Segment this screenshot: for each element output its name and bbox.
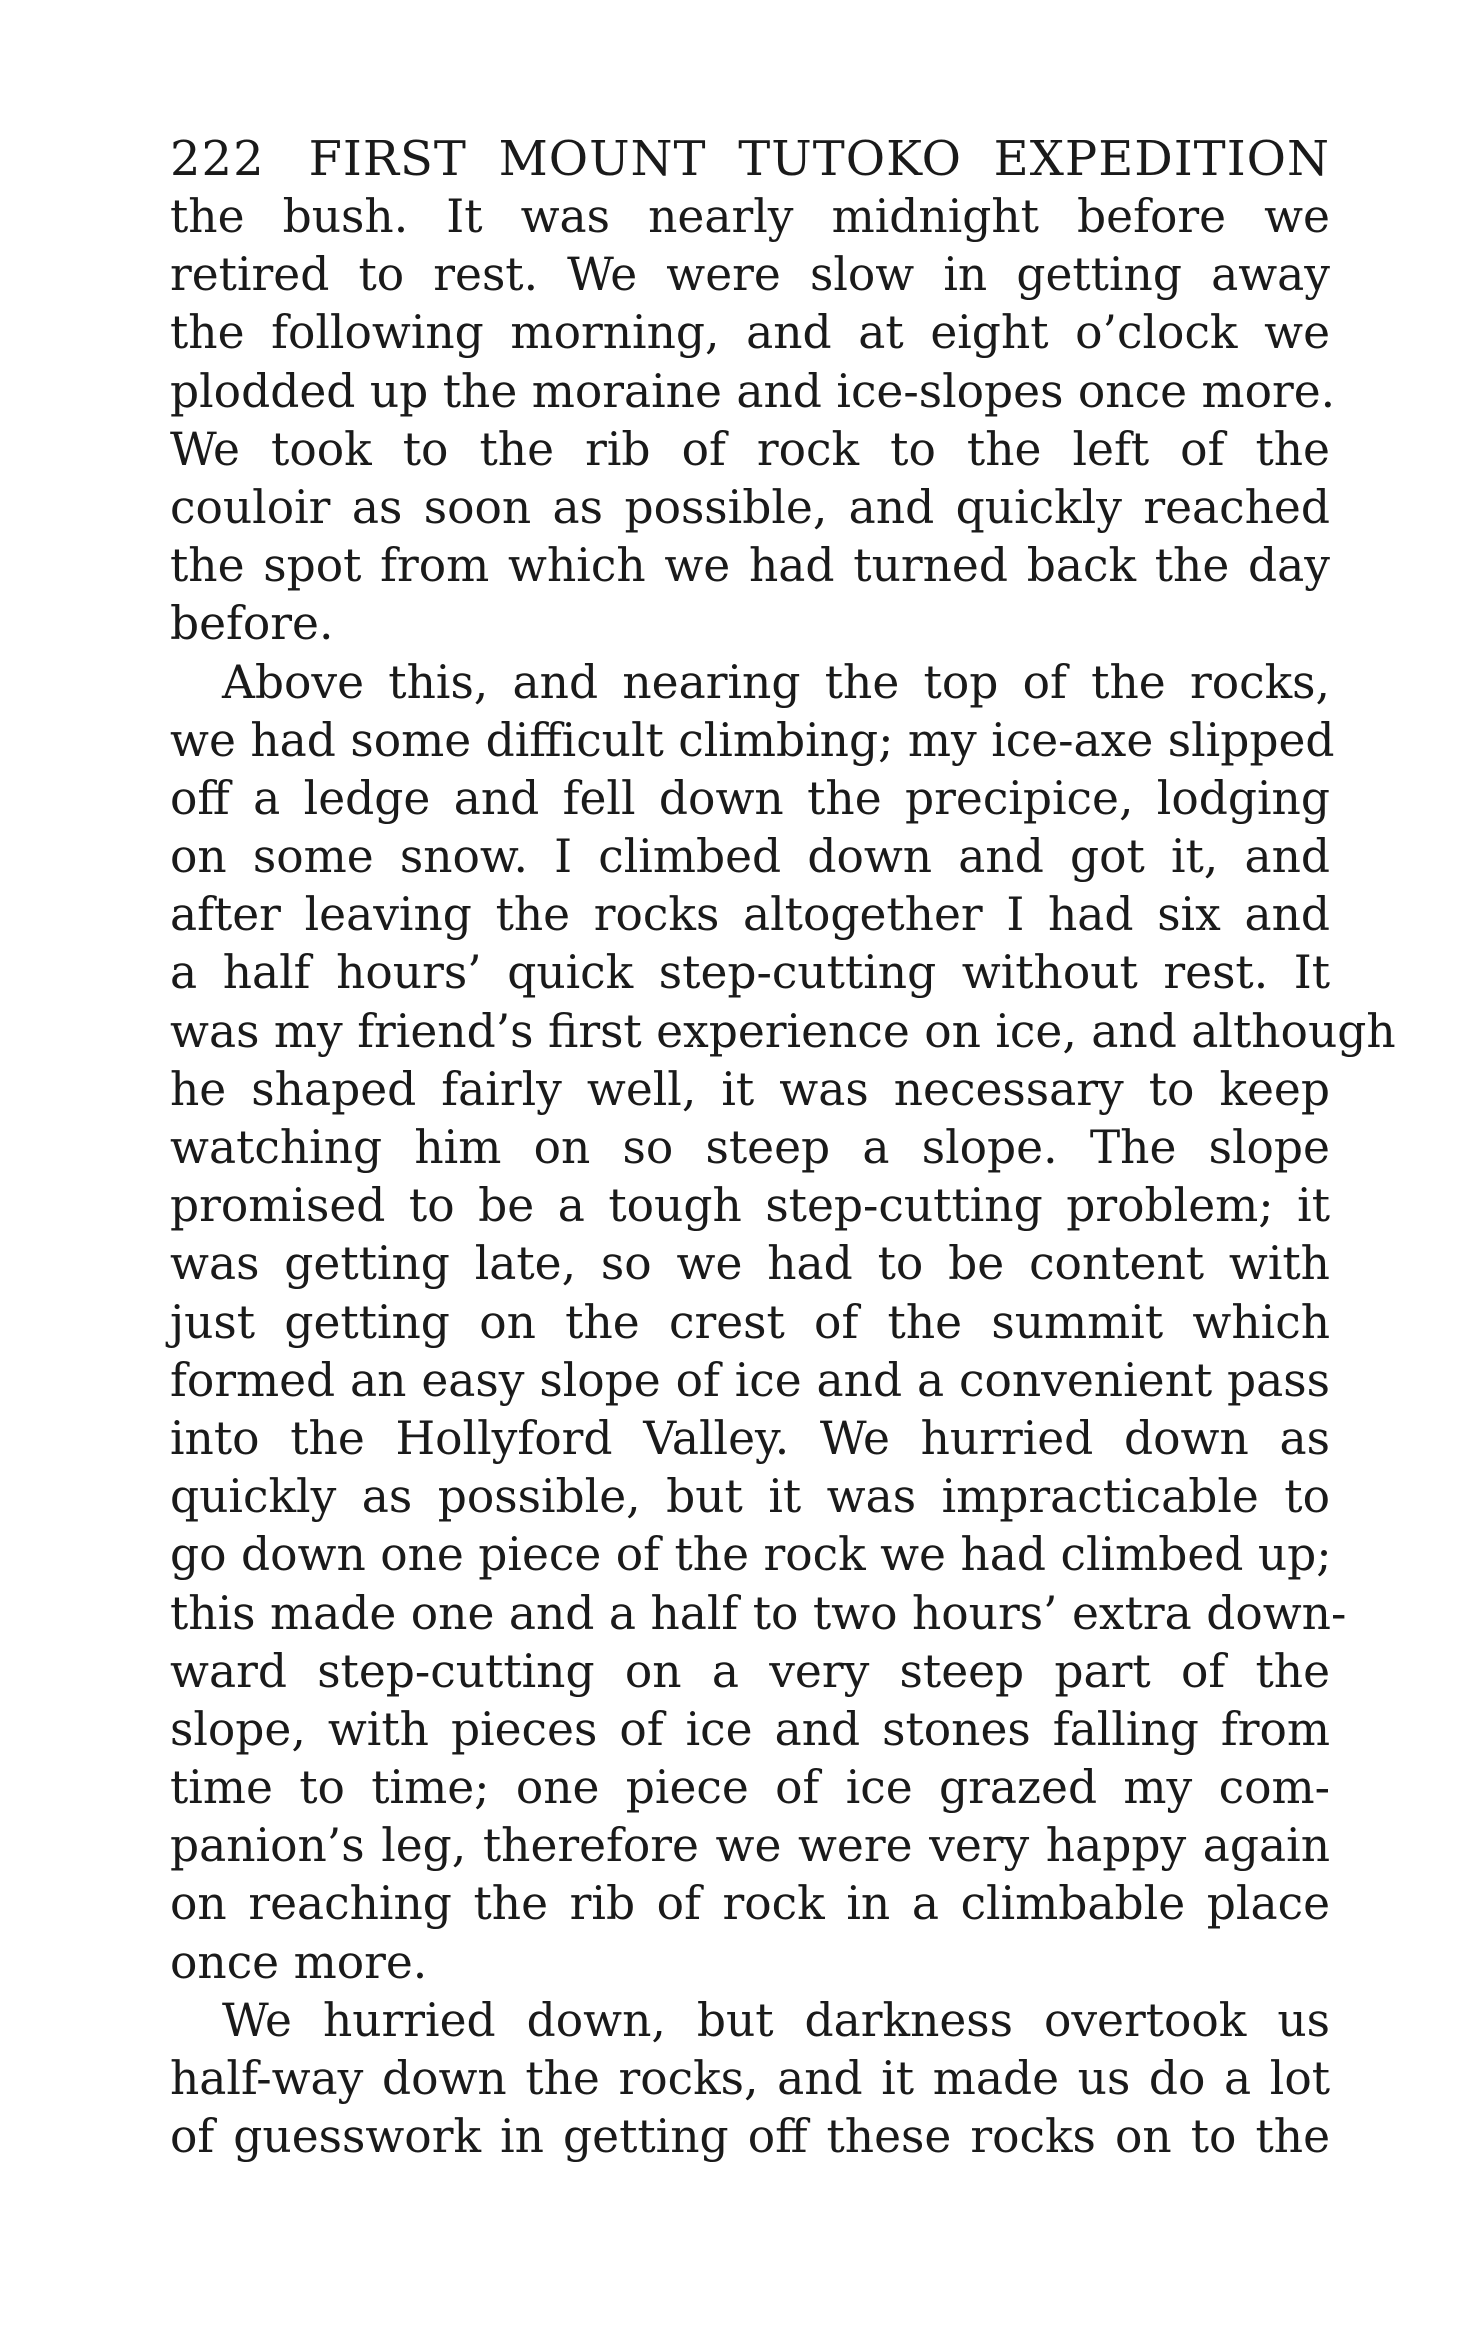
text-line: after leaving the rocks altogether I had six and: [170, 888, 1330, 942]
text-line: the spot from which we had turned back the day: [170, 539, 1330, 593]
text-line: formed an easy slope of ice and a convenient pass: [170, 1353, 1330, 1407]
text-line: We took to the rib of rock to the left of the: [170, 422, 1330, 476]
text-line: this made one and a half to two hours’ extra down-: [170, 1586, 1347, 1640]
text-line: go down one piece of the rock we had climbed up;: [170, 1528, 1332, 1582]
text-line: quickly as possible, but it was impracticable to: [170, 1470, 1330, 1524]
text-line: half-way down the rocks, and it made us do a lot: [170, 2052, 1330, 2105]
body-text: [170, 188, 1396, 2166]
text-line: We hurried down, but darkness overtook us: [222, 1993, 1330, 2047]
text-line: the following morning, and at eight o’clock we: [170, 306, 1330, 360]
text-line: he shaped fairly well, it was necessary to keep: [170, 1062, 1330, 1116]
text-line: promised to be a tough step-cutting problem; it: [170, 1179, 1330, 1233]
text-line: into the Hollyford Valley. We hurried down as: [170, 1411, 1330, 1465]
text-line: off a ledge and fell down the precipice, lodging: [170, 771, 1330, 825]
text-line: just getting on the crest of the summit which: [170, 1295, 1330, 1349]
text-line: of guesswork in getting off these rocks on to the: [170, 2110, 1330, 2164]
running-title: FIRST MOUNT TUTOKO EXPEDITION: [308, 131, 1330, 187]
text-line: retired to rest. We were slow in getting away: [170, 248, 1330, 302]
running-head: [170, 130, 1330, 188]
text-line: the bush. It was nearly midnight before we: [170, 190, 1330, 243]
text-line: couloir as soon as possible, and quickly reached: [170, 480, 1330, 534]
text-line: time to time; one piece of ice grazed my com-: [170, 1761, 1330, 1815]
text-line: slope, with pieces of ice and stones falling from: [170, 1702, 1330, 1756]
paragraph: [170, 654, 1396, 1992]
text-line: watching him on so steep a slope. The slope: [170, 1121, 1330, 1174]
text-line: a half hours’ quick step-cutting without rest. It: [170, 946, 1330, 1000]
text-line: Above this, and nearing the top of the rocks,: [222, 655, 1330, 709]
page-number: 222: [170, 131, 265, 187]
text-line: plodded up the moraine and ice-slopes once more.: [170, 364, 1336, 418]
paragraph: [170, 1992, 1330, 2167]
text-line: ward step-cutting on a very steep part of the: [170, 1644, 1330, 1698]
text-line: before.: [170, 597, 334, 651]
text-line: on reaching the rib of rock in a climbable place: [170, 1877, 1330, 1931]
text-line: panion’s leg, therefore we were very happy again: [170, 1819, 1330, 1873]
text-line: was getting late, so we had to be content with: [170, 1237, 1330, 1291]
text-line: on some snow. I climbed down and got it, and: [170, 830, 1330, 884]
text-line: was my friend’s first experience on ice, and although: [170, 1004, 1396, 1058]
paragraph: [170, 188, 1336, 654]
text-line: we had some difficult climbing; my ice-axe slipped: [170, 713, 1335, 767]
book-page: [170, 130, 1396, 2166]
text-line: once more.: [170, 1935, 428, 1989]
